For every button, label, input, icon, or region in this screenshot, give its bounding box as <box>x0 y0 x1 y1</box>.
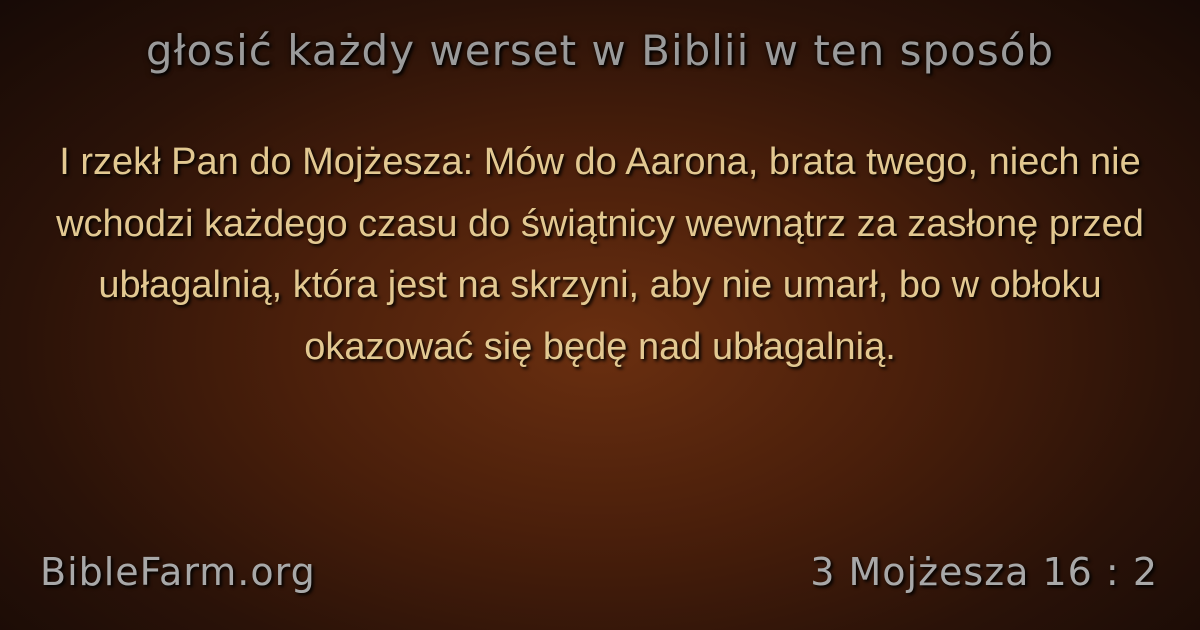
verse-reference: 3 Mojżesza 16 : 2 <box>810 550 1158 594</box>
site-name: BibleFarm.org <box>40 550 316 594</box>
verse-text: I rzekł Pan do Mojżesza: Mów do Aarona, brata twego, niech nie wchodzi każdego czasu do świątnicy wewnątrz za zasłonę przed ubłagalnią, która jest na skrzyni, aby nie umarł, bo w obłoku okazować się będę nad ubłagalnią. <box>56 141 1144 368</box>
header-tagline: głosić każdy werset w Biblii w ten sposób <box>145 26 1055 75</box>
